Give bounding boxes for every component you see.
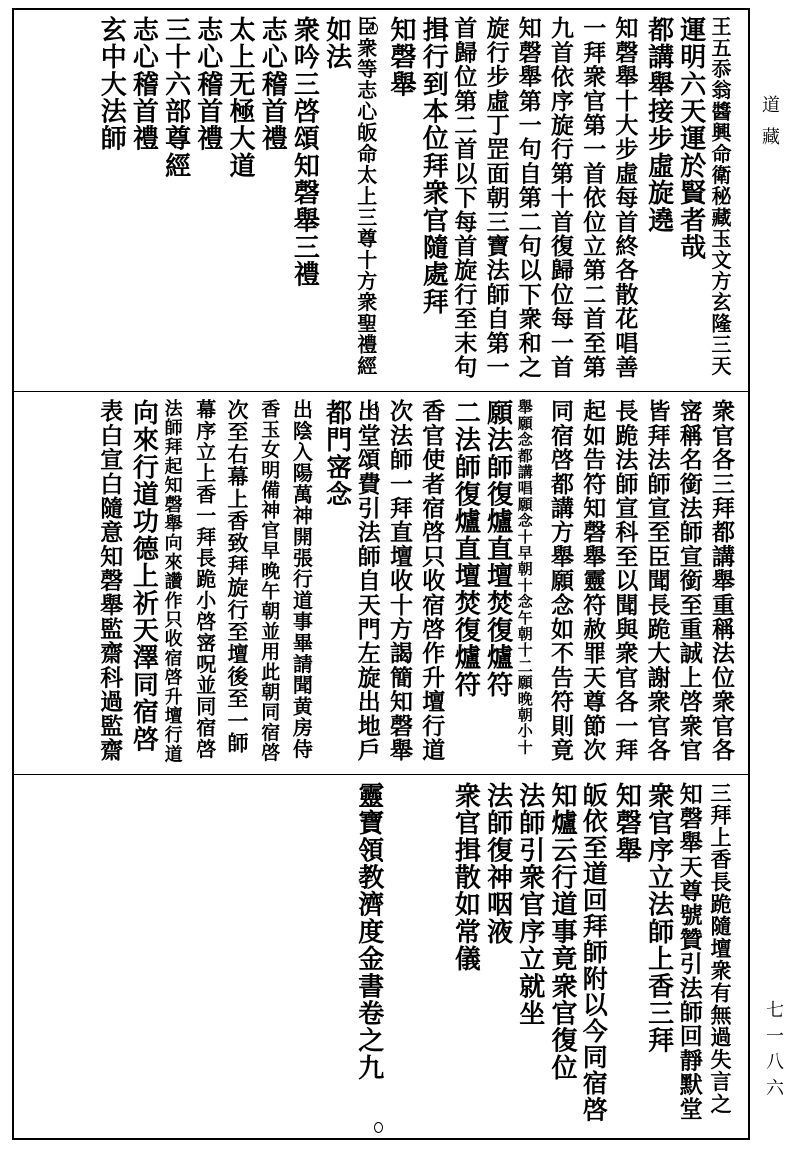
text-column: 次至右幕上香致拜旋行至壇後至一師	[225, 399, 250, 755]
text-column: 知磬舉	[611, 782, 642, 864]
register-3	[0, 782, 800, 1132]
register-divider-1	[12, 391, 750, 392]
text-column: 靈寶領教濟度金書卷之九	[353, 782, 384, 1082]
text-column: 出陰入陽萬神開張行道事畢請聞黄房侍	[289, 399, 314, 760]
text-column: 臣衆等志心皈命太上三尊十方衆聖禮經	[353, 16, 378, 377]
text-column: 長跪法師宣科至以聞與衆官各一拜	[611, 399, 639, 762]
register-2	[0, 399, 800, 769]
text-column: 法師復神咽液	[482, 782, 513, 946]
text-column: 香玉女明備神官早晚午朝並用此朝同宿啓	[258, 399, 281, 763]
text-column: 出堂頌費引法師自天門左旋出地戶	[353, 399, 381, 762]
text-column: 三十六部尊經	[160, 16, 191, 180]
register-divider-2	[12, 774, 750, 775]
text-column: 向來行道功德上祈天澤同宿啓	[128, 399, 159, 753]
text-column: 如法	[321, 16, 352, 71]
text-column: 都講舉接步虛旋遶	[643, 16, 674, 234]
text-column: 同宿啓都講方舉願念如不告符則竟	[547, 399, 574, 762]
text-column: 衆官序立法師上香三拜	[643, 782, 674, 1054]
text-column: 宻稱名銜法師宣銜至重誠上啓衆官	[675, 399, 703, 762]
text-column: 志心稽首禮	[192, 16, 223, 152]
text-column: 知磬舉天尊號贊引法師回靜默堂	[675, 782, 703, 1121]
running-header: 道藏	[759, 95, 780, 159]
text-column: 起如告符知磬舉靈符赦罪天尊節次	[579, 399, 607, 762]
text-column: 二法師復爐直壇焚復爐符	[450, 399, 481, 699]
text-column: 三拜上香長跪隨壇衆有無過失言之	[708, 782, 733, 1115]
text-column: 一拜衆官第一首依位立第二首至第	[579, 16, 607, 379]
text-column: 皆拜法師宣至臣聞長跪大謝衆官各	[643, 399, 671, 762]
text-column: 法師拜起知磬舉向來讚作只收宿啓升壇行道	[161, 399, 183, 764]
text-column: 知磬舉	[386, 16, 416, 98]
text-column: 願法師復爐直壇焚復爐符	[482, 399, 513, 699]
text-column: 揖行到本位拜衆官隨處拜	[418, 16, 449, 316]
text-column: 旋行步虛丁罡面朝三寶法師自第一	[482, 16, 510, 379]
text-column: 太上无極大道	[225, 16, 255, 180]
text-column: 表白宣白隨意知磬舉監齋科過監齋	[96, 399, 124, 762]
text-column: 次法師一拜直壇收十方謁簡知磬舉	[386, 399, 413, 762]
text-column: 王五忝翁醬興命衛秘藏玉文方玄隆三天	[708, 16, 732, 377]
text-column: 衆官各三拜都講舉重稱法位衆官各	[708, 399, 735, 762]
text-column: 皈依至道回拜師附以今同宿啓	[579, 782, 609, 1123]
text-column: 衆官揖散如常儀	[450, 782, 481, 973]
text-column: 知磬舉第一句自第二句以下衆和之	[514, 16, 542, 379]
text-column: 志心稽首禮	[257, 16, 288, 152]
text-column: 幕序立上香一拜長跪小啓宻呪並同宿啓	[192, 399, 217, 760]
text-column: 知爐云行道事竟衆官復位	[547, 782, 577, 1082]
text-column: 舉願念都講唱願念十早朝十念午朝十二願晚朝小十	[515, 399, 534, 756]
text-column: 玄中大法師	[96, 16, 127, 152]
text-column: 衆吟三啓頌知磬舉三禮	[289, 16, 320, 288]
text-column: 運明六天運於賢者哉	[675, 16, 706, 261]
text-column: 都門宻念	[321, 399, 352, 508]
text-column: 知磬舉十大步虛每首終各散花唱善	[611, 16, 639, 379]
text-column: 志心稽首禮	[128, 16, 159, 152]
page-number: 七一八六	[763, 1000, 784, 1104]
text-column: 首歸位第二首以下每首旋行至末句	[450, 16, 478, 379]
text-column: 香官使者宿啓只收宿啓作升壇行道	[418, 399, 446, 762]
text-column: 九首依序旋行第十首復歸位每一首	[547, 16, 574, 379]
text-column: 法師引衆官序立就坐	[514, 782, 545, 1027]
register-1	[0, 16, 800, 386]
